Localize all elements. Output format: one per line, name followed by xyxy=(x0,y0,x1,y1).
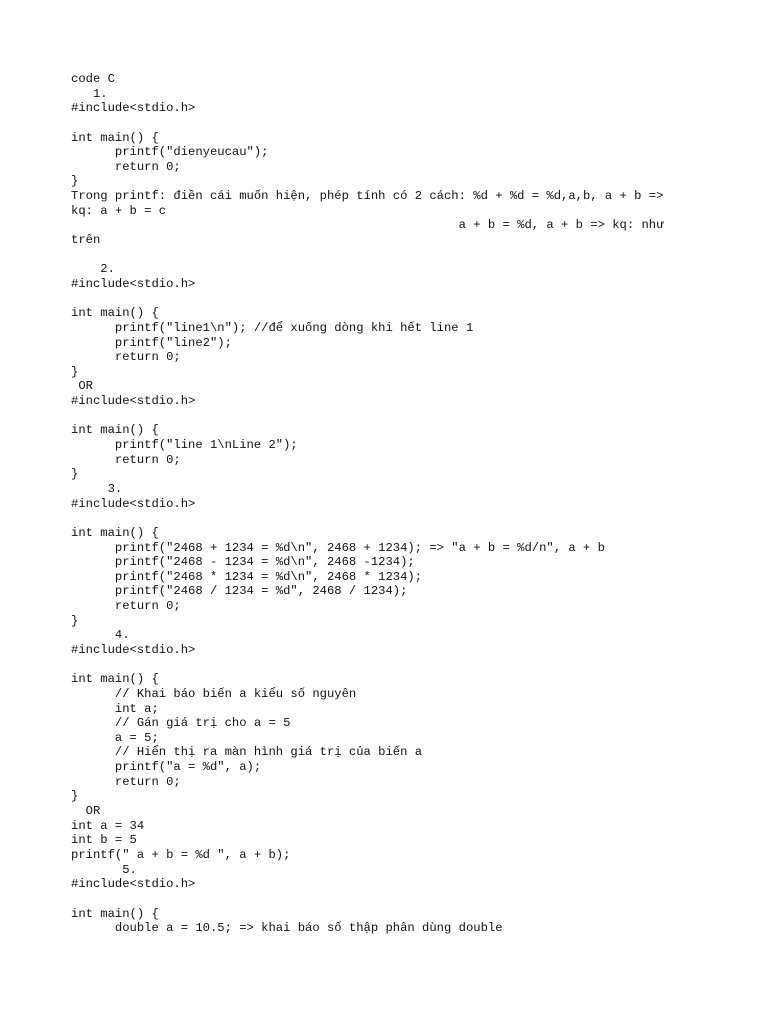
text-line: #include<stdio.h> xyxy=(71,496,196,511)
text-line: printf("2468 * 1234 = %d\n", 2468 * 1234); xyxy=(71,569,423,584)
text-line: printf("line1\n"); //để xuống dòng khi hết line 1 xyxy=(71,320,474,335)
text-line xyxy=(71,892,711,907)
text-line: printf("2468 + 1234 = %d\n", 2468 + 1234); => "a + b = %d/n", a + b xyxy=(71,540,605,555)
text-line: printf("dienyeucau"); xyxy=(71,145,269,160)
text-line: printf(" a + b = %d ", a + b); xyxy=(71,847,291,862)
text-line: // Gán giá trị cho a = 5 xyxy=(71,716,291,731)
text-line: 2. xyxy=(71,262,115,277)
text-line: } xyxy=(71,467,79,482)
text-line: } xyxy=(71,364,79,379)
text-line: Trong printf: điền cái muốn hiện, phép tính có 2 cách: %d + %d = %d,a,b, a + b => xyxy=(71,189,664,204)
text-line: OR xyxy=(71,804,101,819)
text-line: #include<stdio.h> xyxy=(71,877,196,892)
text-line: int a = 34 xyxy=(71,818,145,833)
text-line: a + b = %d, a + b => kq: như xyxy=(71,218,664,233)
text-line: #include<stdio.h> xyxy=(71,276,196,291)
text-line: double a = 10.5; => khai báo số thập phân dùng double xyxy=(71,921,503,936)
text-line: code C xyxy=(71,72,115,86)
text-line: #include<stdio.h> xyxy=(71,394,196,409)
text-line: 3. xyxy=(71,481,123,496)
text-line: a = 5; xyxy=(71,730,159,745)
text-line: return 0; xyxy=(71,159,181,174)
text-line: printf("line2"); xyxy=(71,335,232,350)
text-line xyxy=(71,409,711,424)
text-line: #include<stdio.h> xyxy=(71,642,196,657)
text-line: // Khai báo biến a kiểu số nguyên xyxy=(71,686,357,701)
text-line: printf("line 1\nLine 2"); xyxy=(71,438,298,453)
document-body xyxy=(71,72,711,936)
text-line: return 0; xyxy=(71,774,181,789)
text-line xyxy=(71,511,711,526)
text-line: int b = 5 xyxy=(71,833,137,848)
text-line: int main() { xyxy=(71,130,159,145)
text-line: 5. xyxy=(71,862,137,877)
text-line: int main() { xyxy=(71,525,159,540)
text-line: printf("2468 / 1234 = %d", 2468 / 1234); xyxy=(71,584,408,599)
text-line: trên xyxy=(71,233,101,248)
text-line: // Hiển thị ra màn hình giá trị của biến a xyxy=(71,745,423,760)
text-line: } xyxy=(71,789,79,804)
text-line: OR xyxy=(71,379,93,394)
text-line: int main() { xyxy=(71,906,159,921)
text-line: printf("2468 - 1234 = %d\n", 2468 -1234); xyxy=(71,555,415,570)
text-line: #include<stdio.h> xyxy=(71,101,196,116)
text-line: int main() { xyxy=(71,423,159,438)
text-line xyxy=(71,116,711,131)
text-line: } xyxy=(71,174,79,189)
text-line: 4. xyxy=(71,628,130,643)
text-line: int main() { xyxy=(71,306,159,321)
text-line: int a; xyxy=(71,701,159,716)
text-line xyxy=(71,292,711,307)
text-line: kq: a + b = c xyxy=(71,203,167,218)
text-line: printf("a = %d", a); xyxy=(71,760,262,775)
text-line: return 0; xyxy=(71,599,181,614)
text-line: return 0; xyxy=(71,452,181,467)
text-line: int main() { xyxy=(71,672,159,687)
text-line: } xyxy=(71,613,79,628)
text-line xyxy=(71,658,711,673)
text-line: return 0; xyxy=(71,350,181,365)
text-line xyxy=(71,248,711,263)
text-line: 1. xyxy=(71,86,108,101)
